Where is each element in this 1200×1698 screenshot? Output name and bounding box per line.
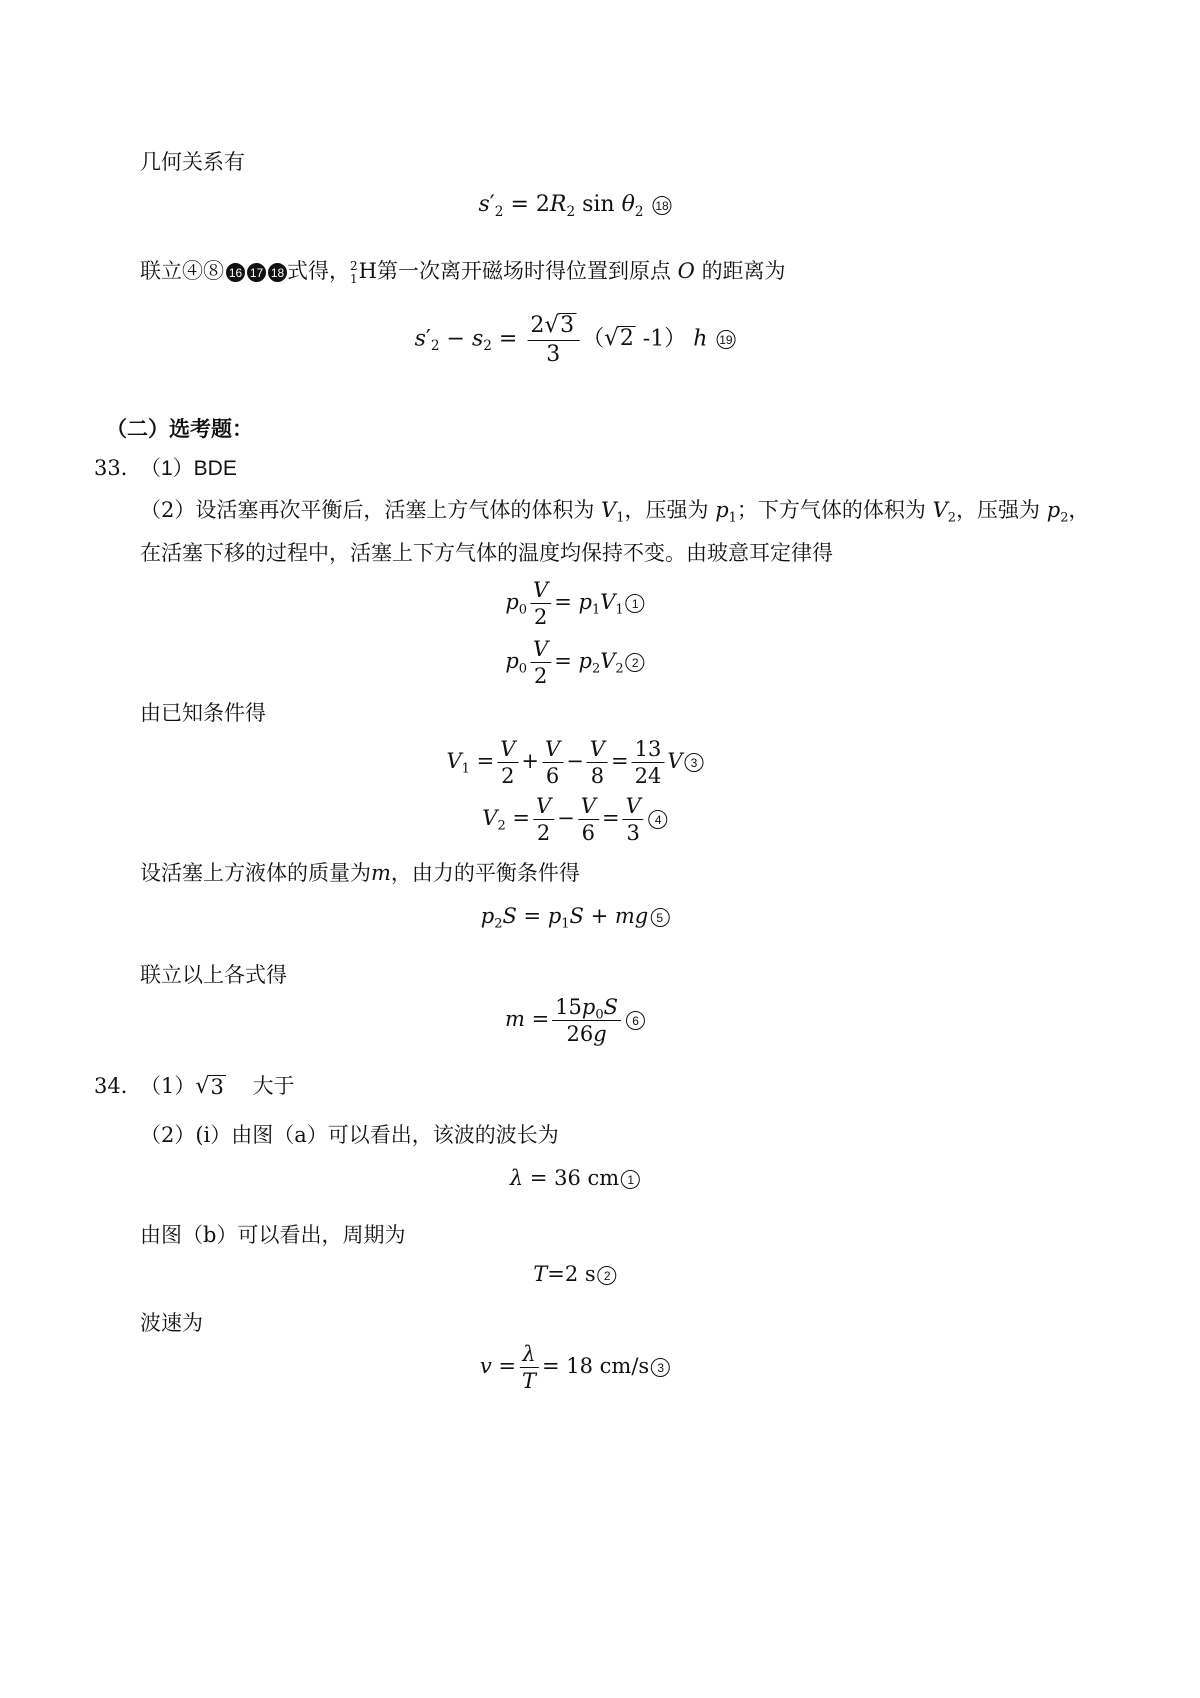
circled-number-17: 17 [247, 263, 266, 282]
circled-number-34-3: 3 [651, 1358, 670, 1377]
equation-19: $s'_2 - s_2$ = 2 √ 3 3 （ √ 2 -1） h 19 [415, 312, 736, 367]
question-33-part2-line2: 在活塞下移的过程中，活塞上下方气体的温度均保持不变。由玻意耳定律得 [140, 541, 833, 565]
circled-number-2: 2 [626, 653, 645, 672]
text-combine-equations: 联立④⑧ 16 17 18 式得， 2 1 H第一次离开磁场时得位置到原点 O 的距离为 [140, 258, 786, 286]
question-33-number: 33． [94, 456, 142, 480]
section-heading-elective: （二）选考题： [106, 416, 253, 441]
circled-number-1: 1 [626, 594, 645, 613]
circled-number-16: 16 [226, 263, 245, 282]
circled-number-18b: 18 [268, 263, 287, 282]
question-34-number: 34． [94, 1074, 142, 1098]
text-figure-b-period: 由图（b）可以看出，周期为 [140, 1223, 406, 1247]
equation-33-3: $V_1$ = $\frac{V}{2}$ + $\frac{V}{6}$ − $\frac{V}{8}$ = $\frac{13}{24}$ V 3 [447, 737, 704, 788]
question-34-part2: （2）(i）由图（a）可以看出，该波的波长为 [140, 1123, 559, 1147]
text-known-conditions: 由已知条件得 [140, 701, 266, 725]
circled-number-19: 19 [716, 330, 735, 349]
equation-34-2: T=2 s 2 [533, 1262, 616, 1286]
circled-number-34-2: 2 [598, 1266, 617, 1285]
text-geometry-intro: 几何关系有 [140, 150, 245, 174]
equation-33-5: $p_2S = p_1S$ + mg 5 [481, 904, 670, 928]
text-wave-speed: 波速为 [140, 1311, 203, 1335]
text-mass-condition: 设活塞上方液体的质量为m，由力的平衡条件得 [140, 861, 580, 885]
circled-number-6: 6 [626, 1011, 645, 1030]
equation-33-2: $p_0$ $\frac{V}{2}$ = $p_2V_2$ 2 [505, 637, 644, 688]
equation-33-1: $p_0$ $\frac{V}{2}$ = $p_1V_1$ 1 [505, 578, 644, 629]
isotope-notation: 2 1 [350, 258, 358, 286]
circled-number-3: 3 [684, 753, 703, 772]
question-34-part1: （1） √ 3 大于 [140, 1074, 295, 1099]
circled-number-34-1: 1 [621, 1170, 640, 1189]
question-33-part2-line1: （2）设活塞再次平衡后，活塞上方气体的体积为 $V_1$，压强为 $p_1$；下方气体的体积为 $V_2$，压强为 $p_2$， [140, 498, 1090, 526]
equation-33-6: m = $\frac{15p_0S}{26g}$ 6 [505, 995, 645, 1046]
text-combine-all: 联立以上各式得 [140, 963, 287, 987]
circled-number-4: 4 [649, 810, 668, 829]
circled-number-18: 18 [653, 196, 672, 215]
equation-34-3: v = $\frac{\lambda}{T}$ = 18 cm/s 3 [480, 1342, 670, 1393]
equation-18: $s'_2 = 2R_2$ $\sin \theta_2$ 18 [478, 192, 671, 217]
equation-33-4: $V_2$ = $\frac{V}{2}$ − $\frac{V}{6}$ = $\frac{V}{3}$ 4 [482, 794, 667, 845]
circled-number-5: 5 [650, 908, 669, 927]
equation-34-1: λ = 36 cm 1 [510, 1166, 640, 1190]
question-33-part1: （1）BDE [140, 457, 237, 480]
